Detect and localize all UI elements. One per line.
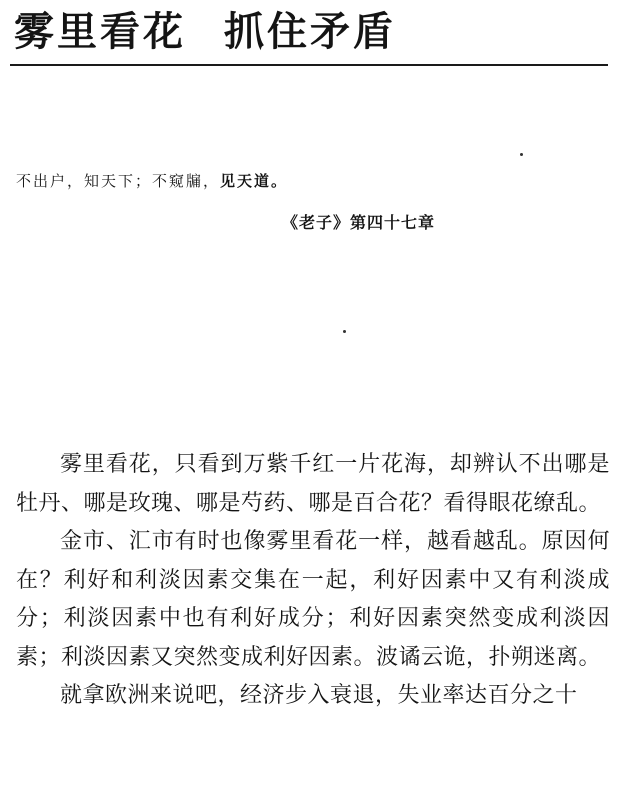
title-rule (10, 64, 608, 66)
paragraph: 金市、汇市有时也像雾里看花一样，越看越乱。原因何在？利好和利淡因素交集在一起，利好因素中又有利淡成分；利淡因素中也有利好成分；利好因素突然变成利淡因素；利淡因素又突然变成利好因素。波谲云诡，扑朔迷离。 (16, 529, 610, 670)
title-part-2: 抓住矛盾 (224, 9, 396, 55)
speck-mark (343, 330, 346, 333)
paragraph: 雾里看花，只看到万紫千红一片花海，却辨认不出哪是牡丹、哪是玫瑰、哪是芍药、哪是百合花？看得眼花缭乱。 (16, 452, 610, 516)
speck-mark (520, 153, 523, 156)
paragraph: 就拿欧洲来说吧，经济步入衰退，失业率达百分之十 (60, 683, 578, 708)
page-title (14, 4, 396, 60)
epigraph-quote-part-2: 见天道。 (220, 172, 289, 190)
epigraph-source: 《老子》第四十七章 (282, 213, 436, 232)
title-part-1: 雾里看花 (14, 9, 186, 55)
body-text (16, 446, 610, 716)
epigraph-quote (16, 170, 288, 191)
epigraph-quote-part-1: 不出户，知天下；不窥牖， (16, 172, 221, 190)
